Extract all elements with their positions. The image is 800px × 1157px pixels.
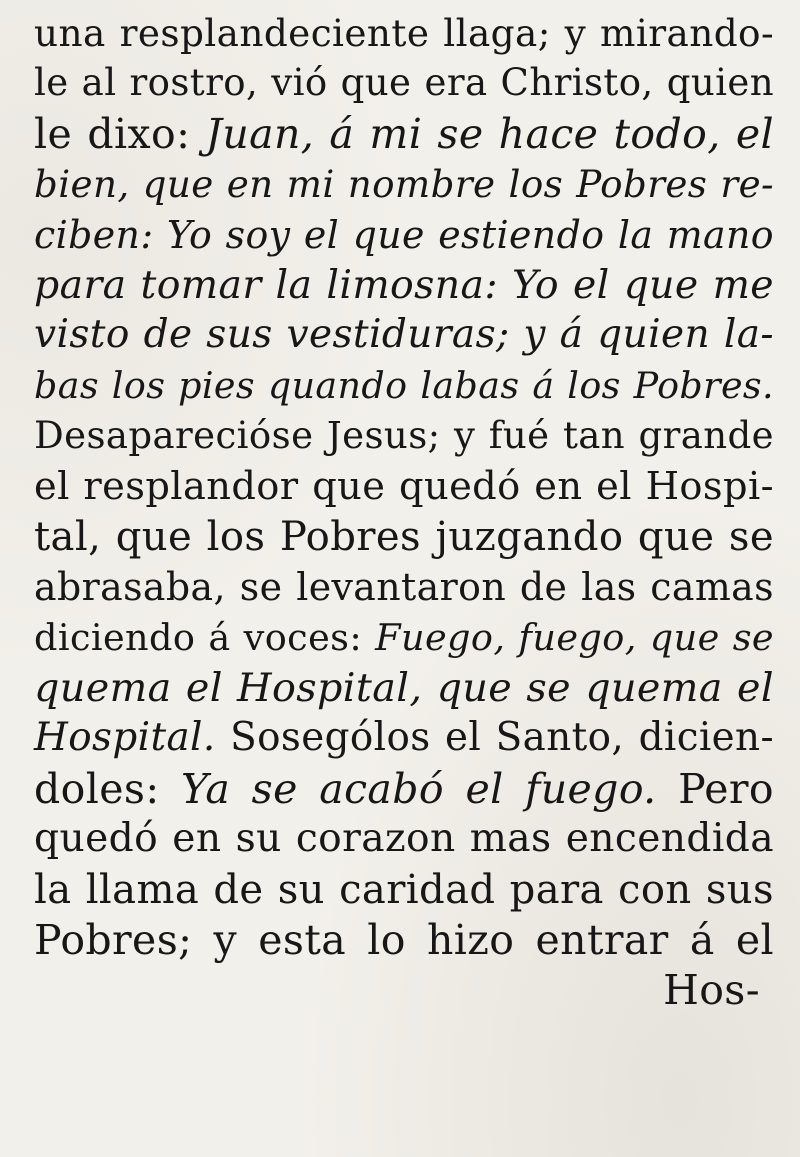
text-line	[34, 8, 774, 58]
roman-text: tal, que los Pobres juzgando que se	[34, 513, 774, 560]
text-line	[34, 814, 774, 864]
roman-text: le al rostro, vió que era Christo, quien	[34, 61, 774, 105]
roman-text: Sosególos el Santo, dicien-	[230, 715, 775, 761]
text-line	[34, 411, 774, 461]
text-line	[34, 159, 774, 209]
roman-text: Pero	[678, 764, 774, 813]
italic-text: Hospital.	[34, 715, 231, 761]
roman-text: Hos-	[663, 966, 760, 1015]
roman-text: Desaparecióse Jesus; y fué tan grande	[34, 414, 774, 458]
text-line	[34, 58, 774, 108]
text-line	[34, 713, 774, 763]
text-line	[34, 764, 774, 814]
italic-text: para tomar la limosna: Yo el que me	[34, 261, 774, 308]
text-line	[34, 109, 774, 159]
italic-text: Ya se acabó el fuego.	[181, 764, 679, 813]
roman-text: la llama de su caridad para con sus	[34, 866, 774, 913]
text-line	[34, 260, 774, 310]
text-line	[34, 865, 774, 915]
roman-text: el resplandor que quedó en el Hospi-	[34, 463, 774, 509]
text-line	[34, 462, 774, 512]
italic-text: Juan, á mi se hace todo, el	[205, 109, 774, 158]
text-line	[34, 663, 774, 713]
roman-text: doles:	[34, 764, 182, 813]
italic-text: bas los pies quando labas á los Pobres.	[34, 363, 774, 407]
text-line	[34, 512, 774, 562]
text-line	[34, 613, 774, 663]
roman-text: quedó en su corazon mas encendida	[34, 816, 774, 862]
body-text	[34, 8, 774, 1016]
italic-text: quema el Hospital, que se quema el	[34, 665, 774, 712]
text-line	[34, 915, 774, 965]
italic-text: visto de sus vestiduras; y á quien la-	[34, 312, 774, 358]
italic-text: ciben: Yo soy el que estiendo la mano	[34, 212, 774, 257]
italic-text: bien, que en mi nombre los Pobres re-	[34, 162, 774, 207]
roman-text: abrasaba, se levantaron de las camas	[34, 565, 774, 610]
roman-text: una resplandeciente llaga; y mirando-	[34, 11, 774, 55]
text-line	[34, 965, 774, 1015]
roman-text: diciendo á voces:	[34, 615, 376, 659]
roman-text: le dixo:	[34, 109, 206, 158]
text-line	[34, 310, 774, 360]
roman-text: Pobres; y esta lo hizo entrar á el	[34, 916, 774, 965]
italic-text: Fuego, fuego, que se	[375, 615, 775, 659]
text-line	[34, 562, 774, 612]
text-line	[34, 361, 774, 411]
text-line	[34, 210, 774, 260]
